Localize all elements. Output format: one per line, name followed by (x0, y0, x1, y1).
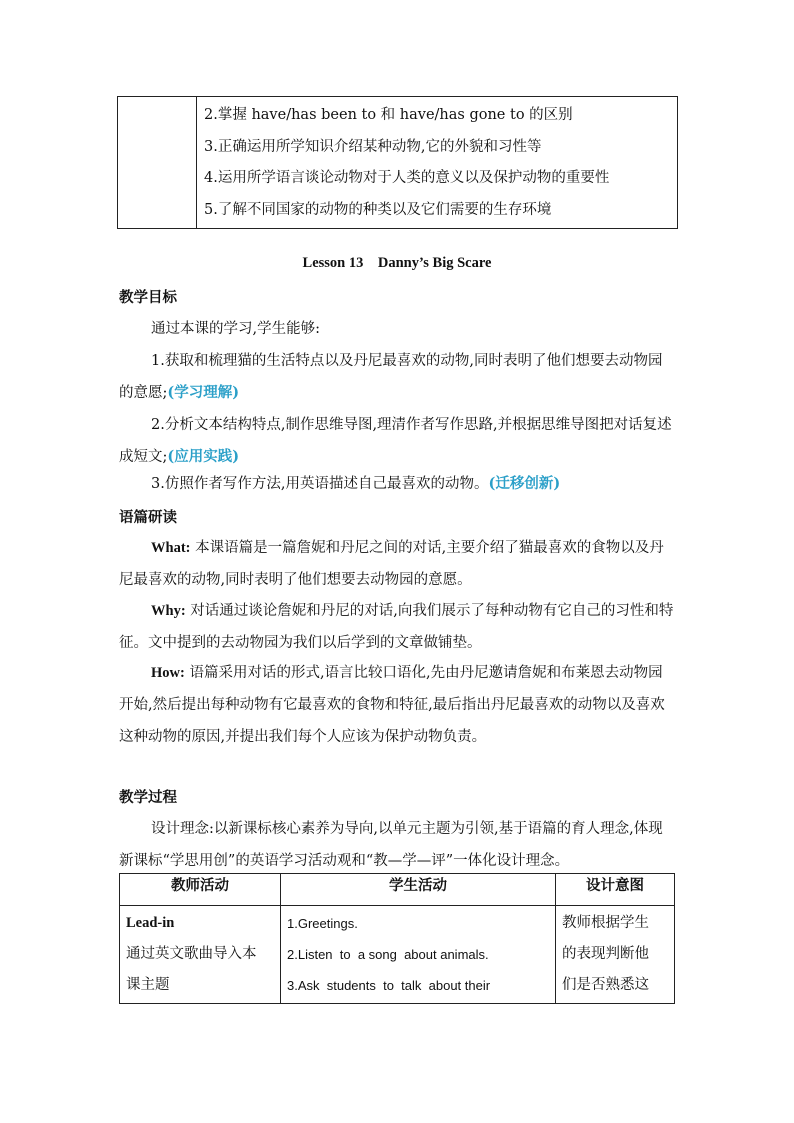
process-concept-text: 设计理念:以新课标核心素养为导向,以单元主题为引领,基于语篇的育人理念,体现新课标“学思用创”的英语学习活动观和“教—学—评”一体化设计理念。 (119, 821, 663, 869)
design-intent-line: 的表现判断他 (562, 946, 649, 962)
how-text: 语篇采用对话的形式,语言比较口语化,先由丹尼邀请詹妮和布莱恩去动物园开始,然后提出每种动物有它最喜欢的食物和特征,最后指出丹尼最喜欢的动物以及喜欢这种动物的原因,并提出我们每个人应该为保护动物负责。 (119, 665, 665, 745)
objective-item: 2.掌握 have/has been to 和 have/has gone to 的区别 (204, 107, 573, 123)
objectives-table (117, 96, 678, 229)
process-concept (119, 813, 675, 877)
what-label: What: (151, 540, 191, 556)
what-text: 本课语篇是一篇詹妮和丹尼之间的对话,主要介绍了猫最喜欢的食物以及丹尼最喜欢的动物,同时表明了他们想要去动物园的意愿。 (119, 540, 664, 588)
goal-item-3 (119, 468, 675, 500)
goals-intro-text: 通过本课的学习,学生能够: (151, 321, 320, 337)
teacher-activity-cell (120, 906, 281, 1004)
goal-item-1 (119, 345, 675, 409)
objectives-table-items-cell (197, 97, 678, 229)
header-teacher-activity: 教师活动 (120, 874, 281, 906)
reading-heading: 语篇研读 (119, 509, 177, 526)
how-label: How: (151, 665, 185, 681)
goal-item-text: 3.仿照作者写作方法,用英语描述自己最喜欢的动物。 (151, 476, 489, 492)
teacher-activity-line: Lead-in (126, 915, 175, 931)
goal-item-tag: (学习理解) (167, 384, 240, 401)
student-activity-line: 3.Ask students to talk about their (287, 978, 491, 993)
goal-item-text: 2.分析文本结构特点,制作思维导图,理清作者写作思路,并根据思维导图把对话复述成短文; (119, 417, 672, 465)
student-activity-line: 1.Greetings. (287, 916, 358, 931)
objective-item: 4.运用所学语言谈论动物对于人类的意义以及保护动物的重要性 (204, 170, 610, 186)
reading-what (119, 532, 675, 596)
objective-item: 3.正确运用所学知识介绍某种动物,它的外貌和习性等 (204, 138, 542, 155)
table-row (120, 906, 675, 1004)
goals-heading: 教学目标 (119, 289, 177, 306)
goal-item-tag: (迁移创新) (488, 475, 561, 492)
student-activity-line: 2.Listen to a song about animals. (287, 947, 489, 962)
design-intent-line: 教师根据学生 (562, 915, 649, 931)
goal-item-tag: (应用实践) (167, 448, 240, 465)
header-student-activity: 学生活动 (281, 874, 556, 906)
goals-intro (119, 313, 675, 345)
why-text: 对话通过谈论詹妮和丹尼的对话,向我们展示了每种动物有它自己的习性和特征。文中提到的去动物园为我们以后学到的文章做铺垫。 (119, 603, 674, 651)
reading-how (119, 657, 675, 753)
goal-item-2 (119, 409, 675, 473)
why-label: Why: (151, 603, 186, 619)
teacher-activity-line: 课主题 (126, 977, 170, 993)
design-intent-line: 们是否熟悉这 (562, 977, 649, 993)
header-design-intent: 设计意图 (556, 874, 675, 906)
reading-why (119, 595, 675, 659)
process-heading: 教学过程 (119, 789, 177, 806)
student-activity-cell (281, 906, 556, 1004)
lesson-title: Lesson 13 Danny’s Big Scare (302, 255, 492, 271)
objectives-table-blank-cell (118, 97, 197, 229)
process-table (119, 873, 675, 1004)
design-intent-cell (556, 906, 675, 1004)
goal-item-text: 1.获取和梳理猫的生活特点以及丹尼最喜欢的动物,同时表明了他们想要去动物园的意愿; (119, 353, 663, 401)
objective-item: 5.了解不同国家的动物的种类以及它们需要的生存环境 (204, 201, 552, 218)
teacher-activity-line: 通过英文歌曲导入本 (126, 946, 257, 962)
